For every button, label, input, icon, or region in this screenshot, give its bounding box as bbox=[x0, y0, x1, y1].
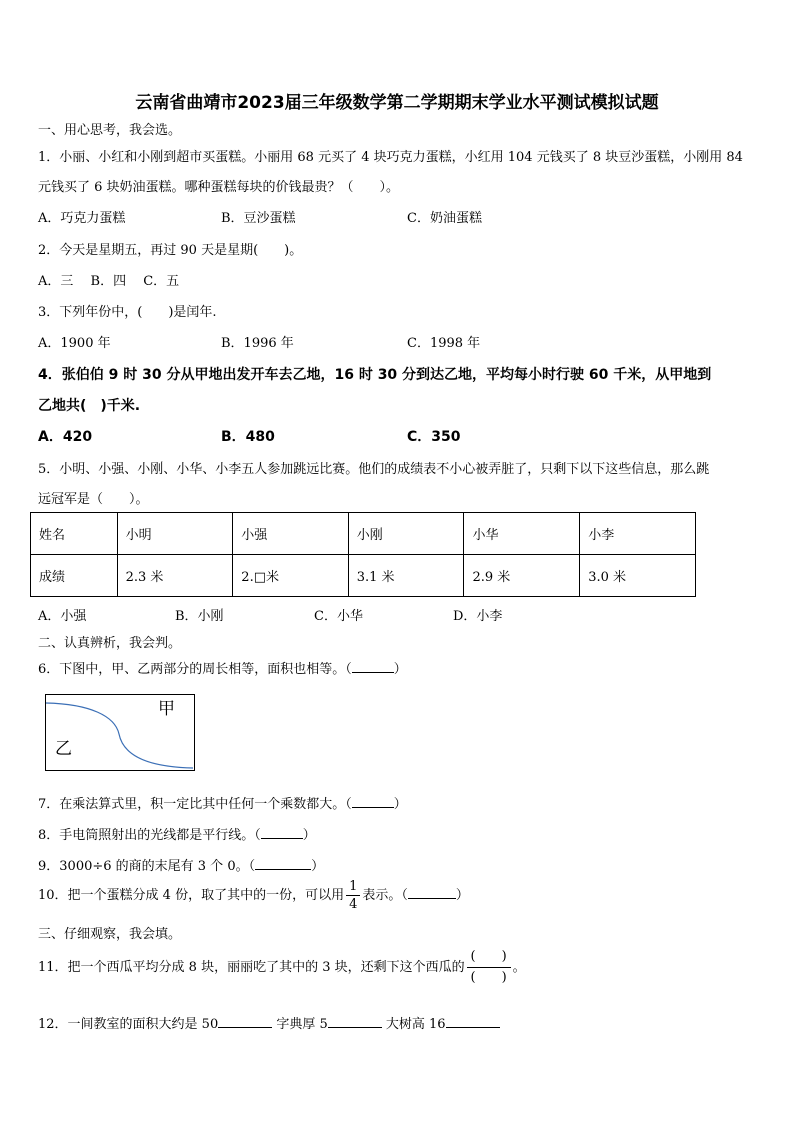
table-cell: 姓名 bbox=[31, 513, 118, 555]
q11-fraction-blank[interactable] bbox=[467, 948, 511, 987]
q5-option-c[interactable]: C．小华 bbox=[314, 609, 363, 624]
q11-pre: 11．把一个西瓜平均分成 8 块，丽丽吃了其中的 3 块，还剩下这个西瓜的 bbox=[38, 960, 465, 975]
q12-part3: 大树高 16 bbox=[381, 1017, 446, 1032]
q3-option-b[interactable]: B．1996 年 bbox=[221, 336, 294, 351]
q11-post: 。 bbox=[512, 960, 526, 975]
q10-fraction bbox=[346, 880, 360, 911]
fraction-numerator: 1 bbox=[349, 879, 358, 894]
q4-option-c[interactable]: C．350 bbox=[407, 429, 461, 445]
q12-blank-2[interactable] bbox=[328, 1015, 382, 1028]
region-figure bbox=[45, 694, 195, 771]
q8-close-paren: ） bbox=[302, 828, 316, 843]
q4-line2: 乙地共( )千米. bbox=[38, 398, 141, 414]
q1-line2: 元钱买了 6 块奶油蛋糕。哪种蛋糕每块的价钱最贵？（ ）。 bbox=[38, 180, 400, 195]
q3-text: 3．下列年份中，( )是闰年. bbox=[38, 305, 217, 320]
fraction-bar bbox=[467, 967, 511, 968]
section-3-heading: 三、仔细观察，我会填。 bbox=[38, 927, 182, 942]
q1-option-b[interactable]: B．豆沙蛋糕 bbox=[221, 211, 296, 226]
q9-line bbox=[38, 855, 324, 874]
table-cell: 2.9 米 bbox=[464, 555, 580, 597]
q3-option-a[interactable]: A．1900 年 bbox=[38, 336, 111, 351]
q10-pre: 10．把一个蛋糕分成 4 份，取了其中的一份，可以用 bbox=[38, 888, 345, 903]
q9-text: 9．3000÷6 的商的末尾有 3 个 0。（ bbox=[38, 859, 256, 874]
q5-line2: 远冠军是（ ）。 bbox=[38, 492, 149, 507]
table-cell: 3.1 米 bbox=[348, 555, 464, 597]
q7-line bbox=[38, 793, 407, 812]
q9-close-paren: ） bbox=[311, 859, 325, 874]
section-2-heading: 二、认真辨析，我会判。 bbox=[38, 636, 182, 651]
q6-line bbox=[38, 658, 407, 677]
q8-answer-blank[interactable] bbox=[261, 826, 303, 839]
q6-close-paren: ） bbox=[393, 662, 407, 677]
fraction-bar bbox=[346, 895, 360, 896]
q12-part1: 12．一间教室的面积大约是 50 bbox=[38, 1017, 219, 1032]
q4-option-a[interactable]: A．420 bbox=[38, 429, 93, 445]
q12-line bbox=[38, 1013, 500, 1032]
table-cell: 小明 bbox=[117, 513, 233, 555]
table-row bbox=[31, 555, 696, 597]
q12-blank-3[interactable] bbox=[446, 1015, 500, 1028]
q4-line1: 4．张伯伯 9 时 30 分从甲地出发开车去乙地，16 时 30 分到达乙地，平均每小时行驶 60 千米，从甲地到 bbox=[38, 367, 712, 383]
fraction-denominator: 4 bbox=[349, 897, 358, 912]
q3-option-c[interactable]: C．1998 年 bbox=[407, 336, 481, 351]
table-cell: 小华 bbox=[464, 513, 580, 555]
label-yi: 乙 bbox=[55, 739, 72, 759]
q5-option-d[interactable]: D．小李 bbox=[453, 609, 503, 624]
q1-option-a[interactable]: A．巧克力蛋糕 bbox=[38, 211, 126, 226]
score-table bbox=[30, 512, 696, 597]
q1-option-c[interactable]: C．奶油蛋糕 bbox=[407, 211, 482, 226]
section-1-heading: 一、用心思考，我会选。 bbox=[38, 123, 182, 138]
q6-answer-blank[interactable] bbox=[352, 660, 394, 673]
q10-close-paren: ） bbox=[455, 888, 469, 903]
table-cell: 小李 bbox=[580, 513, 696, 555]
label-jia: 甲 bbox=[158, 699, 175, 719]
q2-text: 2．今天是星期五，再过 90 天是星期( )。 bbox=[38, 243, 303, 258]
table-cell: 小强 bbox=[233, 513, 348, 555]
q5-option-b[interactable]: B．小刚 bbox=[175, 609, 224, 624]
q7-text: 7．在乘法算式里，积一定比其中任何一个乘数都大。（ bbox=[38, 797, 352, 812]
q12-part2: 字典厚 5 bbox=[272, 1017, 328, 1032]
q11-line bbox=[38, 948, 526, 987]
table-cell: 2.3 米 bbox=[117, 555, 233, 597]
fraction-denominator-blank[interactable]: ( ) bbox=[470, 970, 507, 985]
q5-option-a[interactable]: A．小强 bbox=[38, 609, 87, 624]
table-cell: 2.□米 bbox=[233, 555, 348, 597]
q8-line bbox=[38, 824, 316, 843]
q9-answer-blank[interactable] bbox=[255, 857, 311, 870]
table-header-row bbox=[31, 513, 696, 555]
table-cell: 成绩 bbox=[31, 555, 118, 597]
q5-line1: 5．小明、小强、小刚、小华、小李五人参加跳远比赛。他们的成绩表不小心被弄脏了，只剩下以下这些信息，那么跳 bbox=[38, 462, 710, 477]
q12-blank-1[interactable] bbox=[218, 1015, 272, 1028]
table-cell: 小刚 bbox=[348, 513, 464, 555]
q8-text: 8．手电筒照射出的光线都是平行线。（ bbox=[38, 828, 261, 843]
q7-answer-blank[interactable] bbox=[352, 795, 394, 808]
q4-option-b[interactable]: B．480 bbox=[221, 429, 275, 445]
fraction-numerator-blank[interactable]: ( ) bbox=[470, 949, 507, 964]
q6-text: 6．下图中，甲、乙两部分的周长相等，面积也相等。（ bbox=[38, 662, 352, 677]
q1-line1: 1．小丽、小红和小刚到超市买蛋糕。小丽用 68 元买了 4 块巧克力蛋糕，小红用 104 元钱买了 8 块豆沙蛋糕，小刚用 84 bbox=[38, 150, 743, 165]
q10-answer-blank[interactable] bbox=[408, 886, 456, 899]
q10-line bbox=[38, 880, 469, 911]
q7-close-paren: ） bbox=[393, 797, 407, 812]
q10-post: 表示。（ bbox=[362, 888, 408, 903]
q2-options[interactable]: A．三 B．四 C．五 bbox=[38, 274, 180, 289]
table-cell: 3.0 米 bbox=[580, 555, 696, 597]
page-title: 云南省曲靖市2023届三年级数学第二学期期末学业水平测试模拟试题 bbox=[135, 93, 659, 113]
